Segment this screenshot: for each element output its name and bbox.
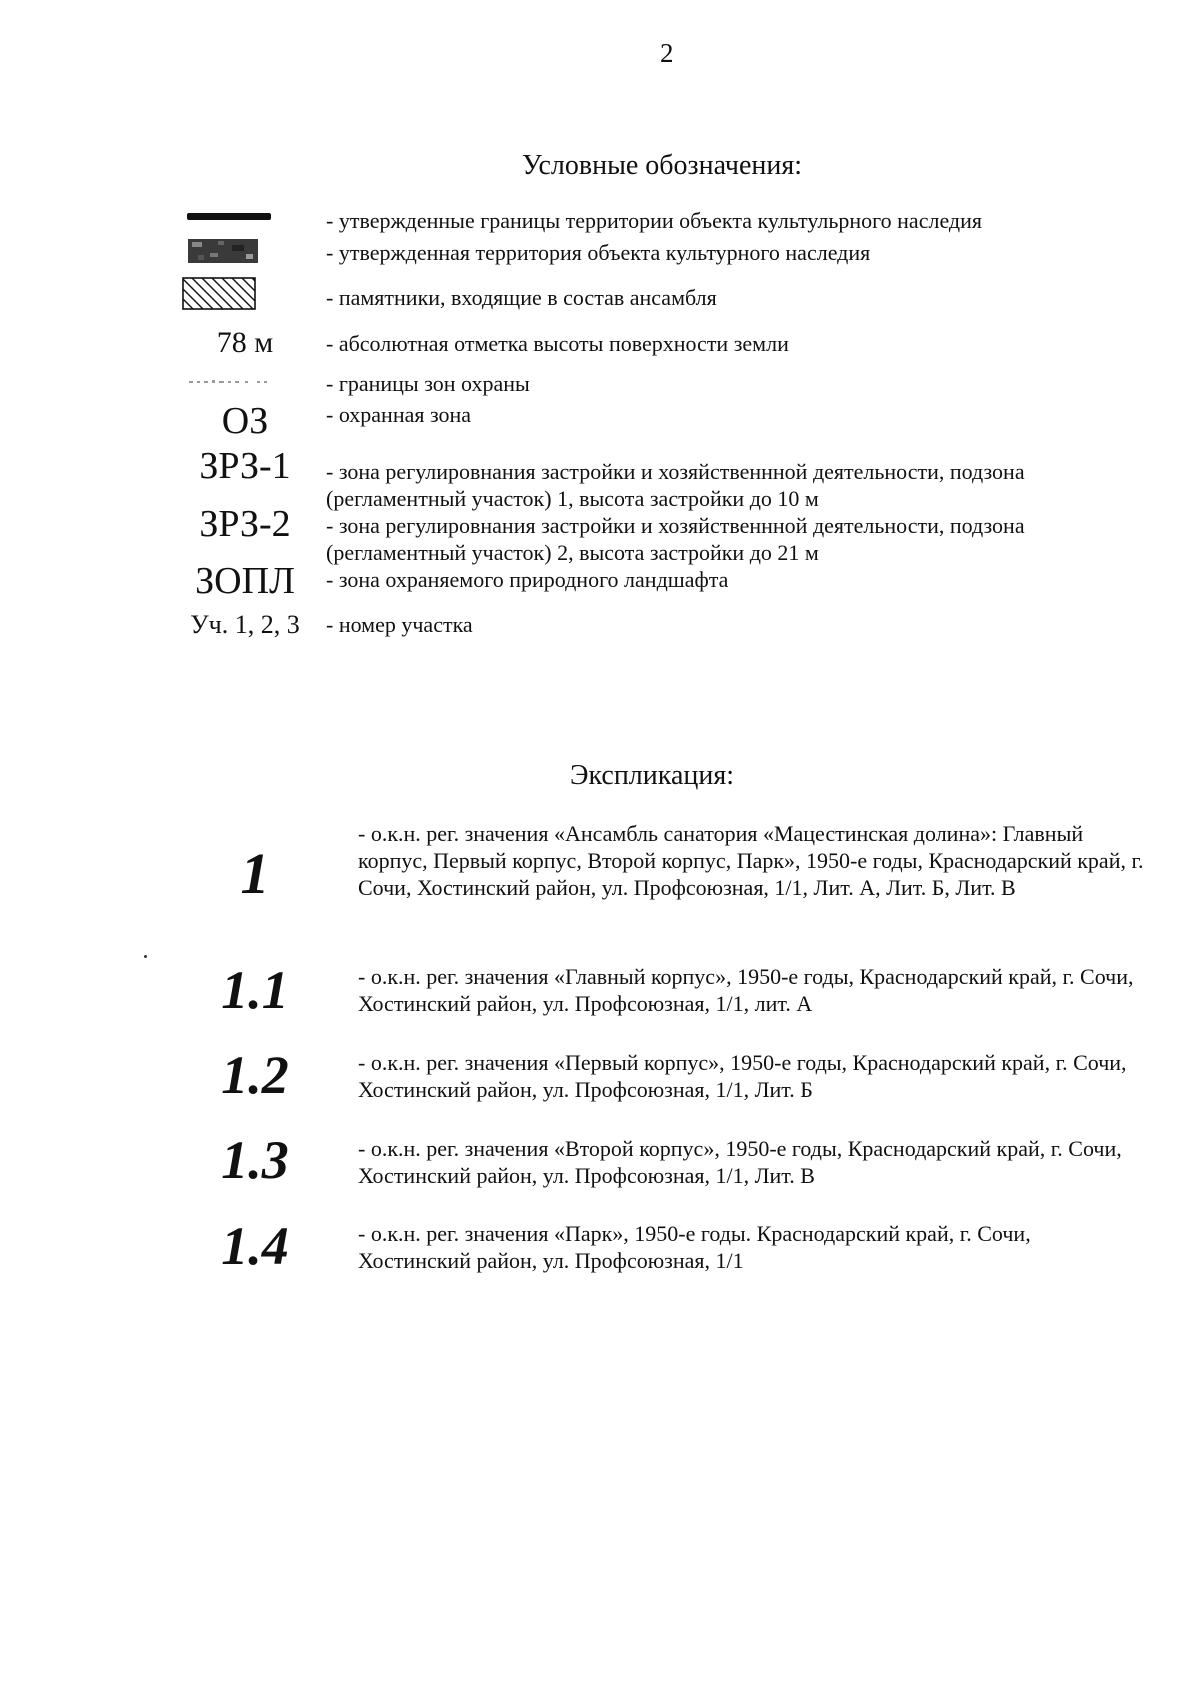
legend-item-text: - памятники, входящие в состав ансамбля xyxy=(326,285,717,310)
dotted-line-icon xyxy=(187,378,269,386)
oz-symbol: ОЗ xyxy=(221,400,269,442)
explication-text: - о.к.н. рег. значения «Главный корпус», 1950-е годы, Краснодарский край, г. Сочи, Хостинский район, ул. Профсоюзная, 1/1, лит. А xyxy=(358,964,1134,1016)
legend-item-text: - утвержденная территория объекта культурного наследия xyxy=(326,240,871,265)
boundary-line-icon xyxy=(187,213,271,220)
zrz2-symbol: ЗРЗ-2 xyxy=(199,503,291,545)
explication-text: - о.к.н. рег. значения «Парк», 1950-е годы. Краснодарский край, г. Сочи, Хостинский район, ул. Профсоюзная, 1/1 xyxy=(358,1221,1031,1273)
legend-item-text: - зона регулировнания застройки и хозяйственнной деятельности, подзона (регламентный участок) 1, высота застройки до 10 м xyxy=(326,459,1025,511)
legend-title: Условные обозначения: xyxy=(522,150,803,181)
zopl-symbol: ЗОПЛ xyxy=(195,560,295,602)
legend-item-text: - зона регулировнания застройки и хозяйственнной деятельности, подзона (регламентный участок) 2, высота застройки до 21 м xyxy=(326,513,1025,565)
legend-item-text: - абсолютная отметка высоты поверхности земли xyxy=(326,331,789,356)
zrz1-symbol: ЗРЗ-1 xyxy=(199,445,291,487)
legend-item-text: - зона охраняемого природного ландшафта xyxy=(326,567,729,592)
legend-item-text: - охранная зона xyxy=(326,402,472,427)
page-number: 2 xyxy=(660,38,674,68)
explication-number: 1 xyxy=(240,841,270,906)
explication-number: 1.4 xyxy=(221,1216,289,1276)
hatched-area-icon xyxy=(182,277,256,310)
explication-text: - о.к.н. рег. значения «Второй корпус», 1950-е годы, Краснодарский край, г. Сочи, Хостинский район, ул. Профсоюзная, 1/1, Лит. В xyxy=(358,1136,1122,1188)
plot-number-symbol: Уч. 1, 2, 3 xyxy=(190,610,300,639)
scan-speck xyxy=(144,955,147,958)
elevation-mark-symbol: 78 м xyxy=(216,326,274,359)
explication-number: 1.1 xyxy=(221,960,289,1020)
territory-fill-icon xyxy=(188,239,258,263)
legend-item-text: - границы зон охраны xyxy=(326,371,530,396)
legend-item-text: - номер участка xyxy=(326,612,473,637)
explication-text: - о.к.н. рег. значения «Ансамбль санатория «Мацестинская долина»: Главный корпус, Первый корпус, Второй корпус, Парк», 1950-е годы, Краснодарский край, г. Сочи, Хостинский район, ул. Профсоюзная, 1/1, Лит. А, Лит. Б, Лит. В xyxy=(358,821,1144,900)
explication-number: 1.2 xyxy=(221,1045,289,1105)
explication-number: 1.3 xyxy=(221,1130,289,1190)
legend-item-text: - утвержденные границы территории объекта культульрного наследия xyxy=(326,208,983,233)
explication-title: Экспликация: xyxy=(570,760,734,791)
explication-text: - о.к.н. рег. значения «Первый корпус», 1950-е годы, Краснодарский край, г. Сочи, Хостинский район, ул. Профсоюзная, 1/1, Лит. Б xyxy=(358,1050,1127,1102)
